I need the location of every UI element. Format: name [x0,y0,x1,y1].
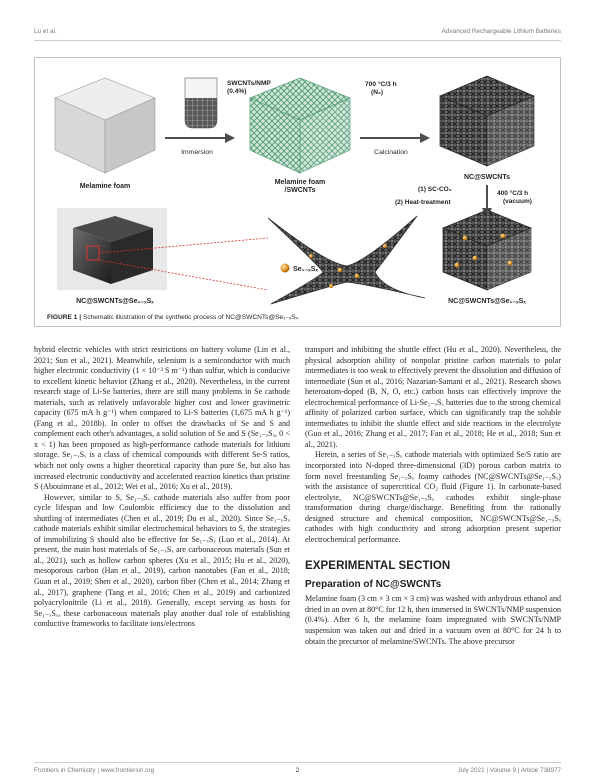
melamine-foam-label: Melamine foam [79,183,131,190]
left-paragraph-2: However, similar to S, Se₁₋ₓSₓ cathode materials also suffer from poor cycle lifespan and low Coulombic efficiency due to the dissolution and shuttling of intermediates (Chen et al., 2019; Du et al., 2020). Since Se₁₋ₓSₓ cathode materials exhibit similar electrochemical behaviors to S, the strategies of immobilizing S should also be effective for Se₁₋ₓSₓ (Luo et al., 2014). At present, the main host materials of Se₁₋ₓSₓ are carbonaceous materials (Sun et al., 2021), such as hollow carbon spheres (Xu et al., 2015; Hu et al., 2020), mesoporous carbon (Han et al., 2019), carbon nanotubes (Fan et al., 2018; Guan et al., 2019; Shen et al., 2020), carbon fiber (Chen et al., 2014; Zhang et al., 2017), graphene (Tang et al., 2016; Chen et al., 2019) and carbonized polyacrylonitrile (Li et al., 2018). Generally, except serving as hosts for Se₁₋ₓSₓ, these carbonaceous materials play another dual role of establishing conductive frameworks to facilitate ions/electrons [34,492,290,629]
immersion-label: Immersion [181,149,213,156]
figure-1 [34,57,561,327]
right-paragraph-1: transport and inhibiting the shuttle effect (Hu et al., 2020). Nevertheless, the physical adsorption ability of nonpolar pristine carbon materials to polar intermediates is too weak to effectively prevent the dissolution and diffusion of intermediate (Sun et al., 2016; Nazarian-Samani et al., 2021). Research shows heteroatom-doped (B, N, O, etc.) carbon hosts can effectively improve the electrochemical performance of Li-Se₁₋ₓSₓ batteries due to the strong chemical affinity of polarized carbon surface, which can significantly trap the soluble intermediates to inhibit the shuttle effect and side reactions in the electrolyte (Guo et al., 2016; Zhang et al., 2017; Fan et al., 2018; He et al., 2018; Sun et al., 2021). [305,345,561,449]
synthesis-schematic [35,58,562,308]
product-right-label: NC@SWCNTs@Se₁₋ₓSₓ [448,298,526,305]
swcnts-concentration-label: (0.4%) [227,88,247,95]
footer-journal: Frontiers in Chemistry | www.frontiersin.org [34,767,155,774]
nc-swcnts-label: NC@SWCNTs [464,174,510,181]
running-header-authors: Lu et al. [34,28,57,35]
melamine-foam-cube [55,78,155,173]
running-header-journal-section: Advanced Rechargeable Lithium Batteries [441,28,561,35]
calcination-label: Calcination [374,149,408,156]
carbon-junction-zoom [268,216,425,304]
footer-rule [34,762,561,763]
page-number: 2 [295,767,300,774]
melamine-foam-swcnts-label-line1: Melamine foam [274,179,326,186]
calcination-atmosphere-label: (N₂) [371,89,384,96]
se-s-legend-label: Se₁₋ₓSₓ [293,266,318,273]
product-left-label: NC@SWCNTs@Se₁₋ₓSₓ [76,298,154,305]
header-rule [34,40,561,41]
calcination-temperature-label: 700 °C/3 h [365,81,397,88]
se-s-legend-ball [281,264,290,273]
melamine-foam-swcnts-label-line2: /SWCNTs [284,187,316,194]
section-heading: EXPERIMENTAL SECTION [305,560,451,573]
freestanding-foam-photo [57,208,167,290]
figure-caption-label: FIGURE 1 | [47,314,82,321]
nc-swcnts-cube [440,76,534,166]
melamine-foam-swcnts-cube [250,78,350,173]
footer-issue: July 2021 | Volume 9 | Article 738977 [457,767,561,774]
step-scco2-label: (1) SC-CO₂ [418,186,452,193]
subsection-heading: Preparation of NC@SWCNTs [305,579,442,591]
left-text-column [34,345,290,630]
swcnts-beaker-icon [185,78,217,128]
heat-treatment-atmosphere-label: (vacuum) [503,198,532,205]
right-paragraph-3: Melamine foam (3 cm × 3 cm × 3 cm) was washed with anhydrous ethanol and dried in an oven at 80°C for 12 h, then immersed in SWCNTs/NMP suspension (0.4%). After 6 h, the melamine foam impregnated with SWCNTs/NMP suspension was taken out and dried in a vacuum oven at 80°C for 24 h to obtain the precursor of melamine/SWCNTs. The above precursor [305,594,561,646]
step-heat-treatment-label: (2) Heat-treatment [395,199,451,206]
figure-caption [47,313,299,321]
nc-swcnts-se-s-cube [443,210,531,290]
right-paragraph-2: Herein, a series of Se₁₋ₓSₓ cathode materials with optimized Se/S ratio are incorporated into N-doped three-dimensional (3D) porous carbon matrix to form novel freestanding Se₁₋ₓSₓ foamy cathodes (NC@SWCNTs@Se₁₋ₓSₓ) with the assistance of supercritical CO₂ fluid (Figure 1). In carbonate-based electrolyte, NC@SWCNTs@Se₁₋ₓSₓ cathodes exhibit single-phase transformation during charge/discharge. Benefiting from the rationally designed structure and chemical composition, NC@SWCNTs@Se₁₋ₓSₓ cathodes with high conductivity and strong adsorption present superior electrochemical performance. [305,450,561,544]
swcnts-nmp-label: SWCNTs/NMP [227,80,271,87]
left-paragraph-1: hybrid electric vehicles with strict restrictions on battery volume (Lin et al., 2021; Sun et al., 2021). Meanwhile, selenium is a semiconductor with much higher electronic conductivity (1 × 10⁻³ S m⁻¹) than sulfur, which is conducive to excellent kinetic behavior (Zhang et al., 2020). Nevertheless, in the current research stage of Li-Se batteries, there are still many problems in Se cathode materials, such as relatively unfavorable higher cost and lower gravimetric capacity (675 mA h g⁻¹) when compared to Li-S batteries (1,675 mA h g⁻¹) (Fang et al., 2018b). In order to offset the drawbacks of Se and S and complement each other's advantages, a solid solution of Se and S (Se₁₋ₓSₓ, 0 < x < 1) has been proposed as high-performance cathode materials for lithium storage. Se₁₋ₓSₓ is a class of chemical compounds with different Se-S ratios, which not only owns a higher theoretical capacity than pure Se, but also has increased electronic conductivity and accelerated reaction kinetics than pristine S (Abouimrane et al., 2012; Wei et al., 2016; Xu et al., 2019). [34,345,290,492]
figure-caption-text: Schematic illustration of the synthetic process of NC@SWCNTs@Se₁₋ₓSₓ. [82,314,300,321]
heat-treatment-temperature-label: 400 °C/3 h [497,190,529,197]
right-text-column [305,345,561,647]
